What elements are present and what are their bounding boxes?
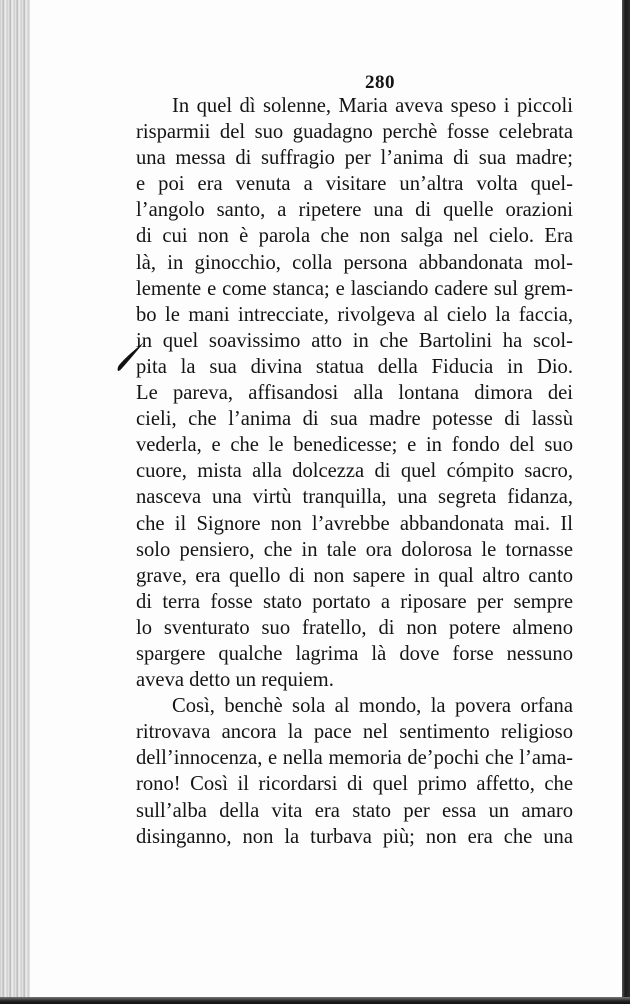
text-line: in quel soavissimo atto in che Bartolini ha scol-	[136, 329, 573, 352]
text-line: risparmii del suo guadagno perchè fosse celebrata	[136, 121, 573, 144]
paragraph-1	[136, 93, 573, 693]
text-line: bo le mani intrecciate, rivolgeva al cielo la faccia,	[136, 303, 573, 326]
text-line: pita la sua divina statua della Fiducia in Dio.	[136, 355, 573, 378]
text-line: e poi era venuta a visitare un’altra volta quel-	[136, 173, 573, 196]
text-line: aveva detto un requiem.	[136, 669, 334, 692]
page-right-edge	[622, 0, 630, 1004]
text-line: solo pensiero, che in tale ora dolorosa le tornasse	[136, 538, 573, 561]
body-text	[136, 93, 573, 850]
text-line: spargere qualche lagrima là dove forse nessuno	[136, 642, 573, 665]
text-line: cuore, mista alla dolcezza di quel cómpito sacro,	[136, 460, 573, 483]
text-line: che il Signore non l’avrebbe abbandonata mai. Il	[136, 512, 573, 535]
page-number: 280	[365, 72, 395, 93]
text-line: rono! Così il ricordarsi di quel primo affetto, che	[136, 773, 573, 796]
text-line: lo sventurato suo fratello, di non potere almeno	[136, 616, 573, 639]
page-bottom-edge	[0, 997, 630, 1004]
text-line: nasceva una virtù tranquilla, una segreta fidanza,	[136, 486, 573, 509]
book-gutter	[0, 0, 30, 1004]
text-line: Così, benchè sola al mondo, la povera orfana	[172, 695, 573, 718]
text-line: di cui non è parola che non salga nel cielo. Era	[136, 225, 573, 248]
text-line: In quel dì solenne, Maria aveva speso i piccoli	[172, 95, 573, 117]
paragraph-2	[136, 693, 573, 850]
text-line: di terra fosse stato portato a riposare per sempre	[136, 590, 573, 613]
text-line: grave, era quello di non sapere in qual altro canto	[136, 564, 573, 587]
text-line: cieli, che l’anima di sua madre potesse di lassù	[136, 408, 573, 431]
text-line: l’angolo santo, a ripetere una di quelle orazioni	[136, 199, 573, 222]
text-line: lemente e come stanca; e lasciando cadere sul grem-	[136, 277, 573, 300]
text-line: vederla, e che le benedicesse; e in fondo del suo	[136, 434, 573, 457]
text-line: Le pareva, affisandosi alla lontana dimora dei	[136, 382, 573, 405]
text-line: ritrovava ancora la pace nel sentimento religioso	[136, 721, 573, 744]
text-line: dell’innocenza, e nella memoria de’pochi che l’ama-	[136, 747, 573, 770]
text-line: una messa di suffragio per l’anima di sua madre;	[136, 147, 573, 170]
text-line: sull’alba della vita era stato per essa un amaro	[136, 799, 573, 822]
text-line: là, in ginocchio, colla persona abbandonata mol-	[136, 251, 573, 274]
text-line: disinganno, non la turbava più; non era che una	[136, 825, 573, 848]
